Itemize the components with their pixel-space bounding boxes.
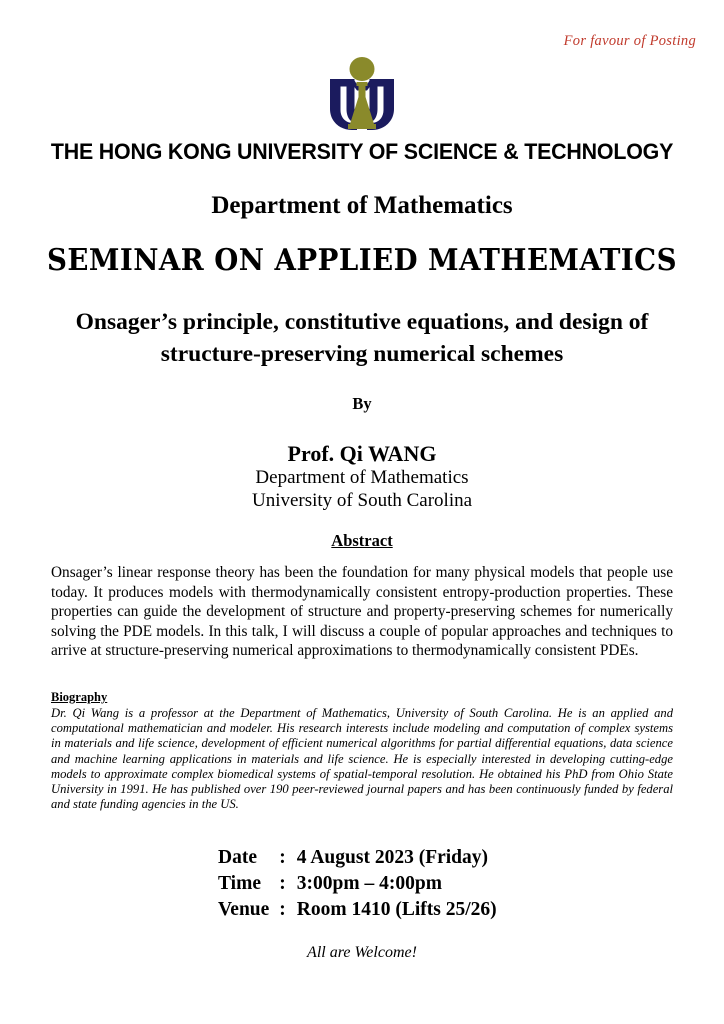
for-favour-of-posting-note: For favour of Posting — [563, 33, 696, 49]
speaker-affiliation — [0, 466, 724, 512]
venue-value: Room 1410 (Lifts 25/26) — [296, 899, 497, 920]
department-name: Department of Mathematics — [211, 192, 513, 219]
speaker-affiliation-line-2: University of South Carolina — [251, 490, 473, 511]
time-separator: : — [279, 873, 286, 894]
seminar-series-banner: SEMINAR ON APPLIED MATHEMATICS — [46, 243, 678, 278]
date-separator: : — [279, 847, 286, 868]
welcome-note: All are Welcome! — [307, 944, 417, 961]
logo-container — [0, 56, 724, 132]
event-details — [218, 845, 497, 923]
time-value: 3:00pm – 4:00pm — [296, 873, 442, 894]
abstract-heading: Abstract — [331, 531, 393, 550]
venue-separator: : — [279, 899, 286, 920]
abstract-body: Onsager’s linear response theory has been the foundation for many physical models that people use today. It produces models with thermodynamically consistent entropy-production properties. These properties can guide the development of structure and property-preserving schemes for numerically solving the PDE models. In this talk, I will discuss a couple of popular approaches and techniques to arrive at structure-preserving numerical approximations to thermodynamically consistent PDEs. — [51, 564, 673, 660]
biography-heading: Biography — [51, 690, 108, 704]
biography-body: Dr. Qi Wang is a professor at the Department of Mathematics, University of South Carolina. He is an applied and computational mathematician and modeler. His research interests include modeling and computation of complex systems in materials and life science, development of efficient numerical algorithms for partial differential equations, data science and machine learning applications in materials and life science. He is especially interested in developing cutting-edge models to approximate complex biomedical systems of spatial-temporal resolution. He obtained his PhD from Ohio State University in 1991. He has published over 190 peer-reviewed journal papers and has been continuously funded by federal and state funding agencies in the US. — [51, 706, 673, 812]
date-value: 4 August 2023 (Friday) — [296, 847, 489, 868]
event-details-table — [218, 845, 497, 923]
hkust-logo — [326, 56, 398, 132]
talk-title: Onsager’s principle, constitutive equations, and design of structure-preserving numerical schemes — [75, 309, 649, 367]
university-name: THE HONG KONG UNIVERSITY OF SCIENCE & TECHNOLOGY — [50, 139, 674, 164]
speaker-affiliation-line-1: Department of Mathematics — [255, 467, 469, 488]
date-label: Date — [218, 847, 257, 868]
table-row — [218, 871, 497, 897]
table-row — [218, 845, 497, 871]
table-row — [218, 897, 497, 923]
time-label: Time — [218, 873, 261, 894]
by-label: By — [352, 394, 372, 413]
venue-label: Venue — [218, 899, 270, 920]
speaker-name: Prof. Qi WANG — [287, 441, 437, 466]
